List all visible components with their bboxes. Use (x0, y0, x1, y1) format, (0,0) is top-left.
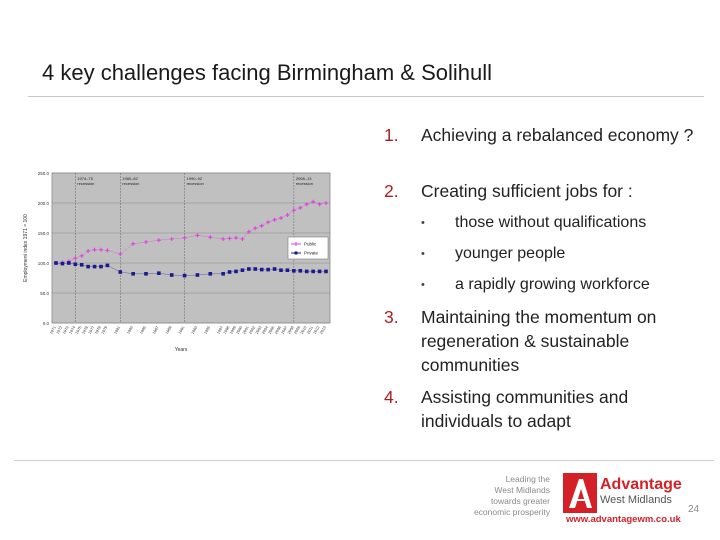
x-tick-label: 2005 (267, 325, 276, 335)
data-point-private (86, 265, 90, 269)
data-point-private (292, 269, 296, 273)
brand-url[interactable]: www.advantagewm.co.uk (566, 514, 681, 525)
title-divider (28, 96, 704, 97)
job-group-text: younger people (455, 245, 566, 262)
data-point-private (247, 267, 251, 271)
y-tick-label: 150.0 (37, 231, 49, 236)
x-tick-label: 1997 (216, 325, 225, 335)
data-point-private (61, 262, 65, 266)
data-point-private (279, 268, 283, 272)
data-point-private (54, 261, 58, 265)
challenge-text: Achieving a rebalanced economy ? (421, 125, 694, 145)
annotation-label: 2008–13 (295, 176, 312, 181)
brand-logo-icon (563, 473, 597, 513)
annotation-label: 1980–82 (122, 176, 138, 181)
annotation-label: recession (186, 181, 204, 186)
job-group-text: those without qualifications (455, 214, 647, 231)
data-point-private (208, 272, 212, 276)
x-tick-label: 1978 (94, 325, 102, 335)
x-tick-label: 2013 (319, 325, 327, 335)
challenge-number: 4. (384, 387, 399, 407)
annotation-label: recession (122, 181, 140, 186)
brand-name: Advantage (600, 476, 682, 493)
data-point-private (183, 274, 187, 278)
x-tick-label: 1973 (62, 325, 70, 335)
data-point-private (118, 270, 122, 274)
x-tick-label: 2009 (293, 325, 302, 335)
y-tick-label: 250.0 (37, 171, 49, 176)
x-tick-label: 1987 (152, 325, 160, 335)
x-tick-label: 1977 (87, 325, 96, 335)
tagline-line: West Midlands (494, 485, 550, 495)
data-point-private (241, 268, 245, 272)
x-tick-label: 1981 (113, 325, 122, 335)
x-tick-label: 1979 (100, 325, 109, 335)
data-point-private (234, 270, 238, 274)
data-point-private (318, 270, 322, 274)
bullet-icon: • (421, 217, 425, 229)
bullet-icon: • (421, 279, 425, 291)
x-tick-label: 1991 (177, 325, 186, 335)
legend-box (288, 237, 328, 259)
data-point-private (221, 272, 225, 276)
annotation-label: recession (77, 181, 95, 186)
employment-chart (18, 165, 336, 355)
data-point-private (144, 272, 148, 276)
data-point-private (106, 264, 110, 268)
bullet-icon: • (421, 248, 425, 260)
data-point-private (73, 262, 77, 266)
data-point-private (311, 270, 315, 274)
x-tick-label: 1975 (74, 325, 83, 335)
data-point-private (266, 268, 270, 272)
challenge-number: 3. (384, 307, 399, 327)
data-point-private (298, 269, 302, 273)
x-tick-label: 2001 (242, 325, 250, 335)
y-tick-label: 0.0 (42, 321, 49, 326)
data-point-private (286, 268, 290, 272)
challenge-text: Creating sufficient jobs for : (421, 181, 633, 201)
x-tick-label: 1971 (49, 325, 57, 335)
annotation-label: 1974–75 (77, 176, 93, 181)
challenge-text: Assisting communities and individuals to adapt (421, 387, 629, 431)
tagline-line: towards greater (490, 496, 550, 506)
data-point-private (260, 268, 264, 272)
annotation-label: 1990–92 (186, 176, 203, 181)
legend-label: Private (304, 250, 319, 256)
x-tick-label: 1974 (68, 325, 77, 335)
y-axis-label: Employment index 1971 = 100 (23, 214, 29, 282)
x-tick-label: 2008 (287, 325, 295, 335)
x-tick-label: 1972 (55, 325, 64, 335)
data-point-private (99, 265, 103, 269)
x-tick-label: 1998 (222, 325, 231, 335)
x-tick-label: 1983 (126, 325, 135, 335)
data-point-private (324, 270, 328, 274)
data-point-private (80, 263, 84, 267)
data-point-private (93, 265, 97, 269)
y-tick-label: 50.0 (40, 291, 49, 296)
data-point-private (196, 273, 200, 277)
slide-title: 4 key challenges facing Birmingham & Solihull (42, 60, 493, 85)
data-point-private (67, 261, 71, 265)
brand-subtitle: West Midlands (600, 494, 672, 506)
y-tick-label: 100.0 (37, 261, 49, 266)
x-tick-label: 2011 (306, 325, 315, 335)
y-tick-label: 200.0 (37, 201, 49, 206)
data-point-private (228, 270, 232, 274)
x-tick-label: 2012 (312, 325, 321, 335)
x-tick-label: 2007 (280, 325, 289, 335)
annotation-label: recession (295, 181, 313, 186)
x-tick-label: 1995 (203, 325, 212, 335)
job-group-text: a rapidly growing workforce (455, 276, 650, 293)
page-number: 24 (688, 504, 700, 515)
data-point-private (273, 267, 277, 271)
tagline-line: Leading the (505, 474, 550, 484)
x-tick-label: 2002 (248, 325, 257, 335)
challenge-number: 1. (384, 125, 399, 145)
data-point-private (305, 270, 309, 274)
challenge-text: Maintaining the momentum on regeneration & sustainable communities (421, 307, 657, 375)
x-tick-label: 2010 (299, 325, 308, 335)
data-point-private (157, 271, 161, 275)
tagline-line: economic prosperity (473, 507, 550, 517)
footer-tagline (468, 474, 550, 518)
legend-marker (295, 252, 298, 255)
footer-divider (14, 460, 714, 461)
x-tick-label: 1989 (164, 325, 173, 335)
data-point-private (131, 272, 135, 276)
x-tick-label: 1985 (139, 325, 147, 335)
x-tick-label: 1993 (190, 325, 199, 335)
challenge-number: 2. (384, 181, 399, 201)
data-point-private (253, 267, 257, 271)
x-tick-label: 2000 (235, 325, 244, 335)
x-tick-label: 2004 (261, 325, 270, 335)
data-point-private (170, 273, 174, 277)
x-tick-label: 1976 (81, 325, 90, 335)
x-tick-label: 2003 (254, 325, 263, 335)
x-tick-label: 2006 (274, 325, 282, 335)
legend-label: Public (304, 241, 317, 247)
x-tick-label: 1999 (229, 325, 237, 335)
employment-chart-svg (18, 165, 336, 355)
x-axis-label: Years (174, 347, 188, 353)
